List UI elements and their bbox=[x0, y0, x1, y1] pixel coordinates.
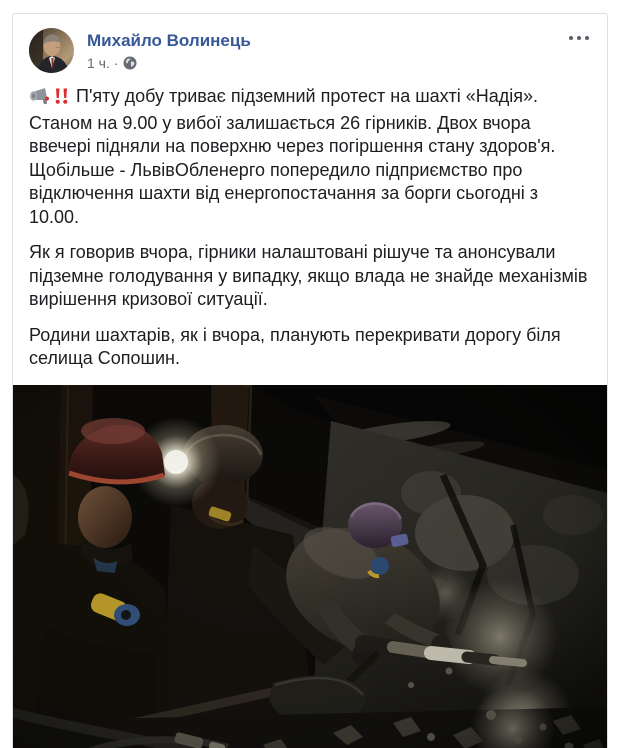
post-paragraph-2: Як я говорив вчора, гірники налаштовані рішуче та анонсували підземне голодування у випадку, якщо влада не знайде механізмів вирішення кризової ситуації. bbox=[29, 242, 588, 309]
post-meta-row bbox=[87, 55, 251, 71]
post-paragraph-3: Родини шахтарів, як і вчора, планують перекривати дорогу біля селища Сопошин. bbox=[29, 324, 561, 368]
ellipsis-dot bbox=[569, 36, 573, 40]
post-card bbox=[12, 13, 608, 748]
post-menu-button[interactable] bbox=[567, 30, 591, 46]
meta-separator: · bbox=[113, 55, 119, 72]
double-exclamation-icon bbox=[53, 87, 70, 112]
ellipsis-dot bbox=[585, 36, 589, 40]
author-name-link[interactable]: Михайло Волинець bbox=[87, 31, 251, 50]
timestamp-link[interactable]: 1 ч. bbox=[87, 55, 110, 72]
globe-icon bbox=[123, 56, 137, 70]
avatar[interactable] bbox=[29, 28, 74, 73]
post-header-info bbox=[87, 28, 251, 71]
post-text bbox=[13, 81, 607, 371]
post-header bbox=[13, 14, 607, 81]
loudspeaker-icon bbox=[29, 86, 50, 112]
ellipsis-dot bbox=[577, 36, 581, 40]
post-photo-mine-scene[interactable] bbox=[13, 385, 607, 748]
post-text-line: Щобільше - ЛьвівОбленерго попередило підприємство про відключення шахти від енергопостачання за борги сьогодні з 10.00. bbox=[29, 159, 539, 227]
post-text-line: П'яту добу триває підземний протест на шахті «Надія». Станом на 9.00 у вибої залишається 26 гірників. Двох вчора ввечері підняли на поверхню через погіршення стану здоров'я. bbox=[29, 86, 556, 156]
post-paragraph-1 bbox=[29, 85, 591, 229]
prefix-icons bbox=[29, 86, 70, 112]
